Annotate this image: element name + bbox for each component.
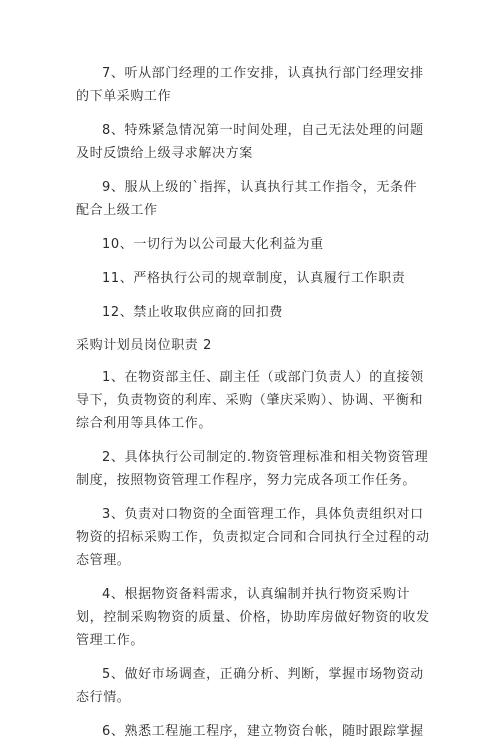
- paragraph-item-7: 7、听从部门经理的工作安排，认真执行部门经理安排的下单采购工作: [76, 66, 424, 105]
- paragraph-item-5: 5、做好市场调查，正确分析、判断，掌握市场物资动态行情。: [76, 667, 424, 706]
- paragraph-item-1: 1、在物资部主任、副主任（或部门负责人）的直接领导下，负责物资的利库、采购（肇庆采购）、协调、平衡和综合利用等具体工作。: [76, 369, 424, 431]
- paragraph-item-12: 12、禁止收取供应商的回扣费: [102, 304, 283, 320]
- paragraph-item-4: 4、根据物资备料需求，认真编制并执行物资采购计划，控制采购物资的质量、价格，协助库房做好物资的收发管理工作。: [76, 587, 430, 649]
- paragraph-item-2: 2、具体执行公司制定的.物资管理标准和相关物资管理制度，按照物资管理工作程序，努力完成各项工作任务。: [76, 449, 429, 488]
- section-title: 采购计划员岗位职责 2: [76, 338, 213, 354]
- paragraph-item-11: 11、严格执行公司的规章制度，认真履行工作职责: [102, 270, 406, 286]
- paragraph-item-3: 3、负责对口物资的全面管理工作，具体负责组织对口物资的招标采购工作，负责拟定合同和合同执行全过程的动态管理。: [76, 506, 430, 569]
- paragraph-item-10: 10、一切行为以公司最大化利益为重: [102, 237, 324, 252]
- paragraph-item-8: 8、特殊紧急情况第一时间处理，自己无法处理的问题及时反馈给上级寻求解决方案: [76, 123, 424, 162]
- paragraph-item-9: 9、服从上级的`指挥，认真执行其工作指令，无条件配合上级工作: [76, 180, 418, 219]
- paragraph-item-6: 6、熟悉工程施工程序，建立物资台帐，随时跟踪掌握: [102, 724, 424, 740]
